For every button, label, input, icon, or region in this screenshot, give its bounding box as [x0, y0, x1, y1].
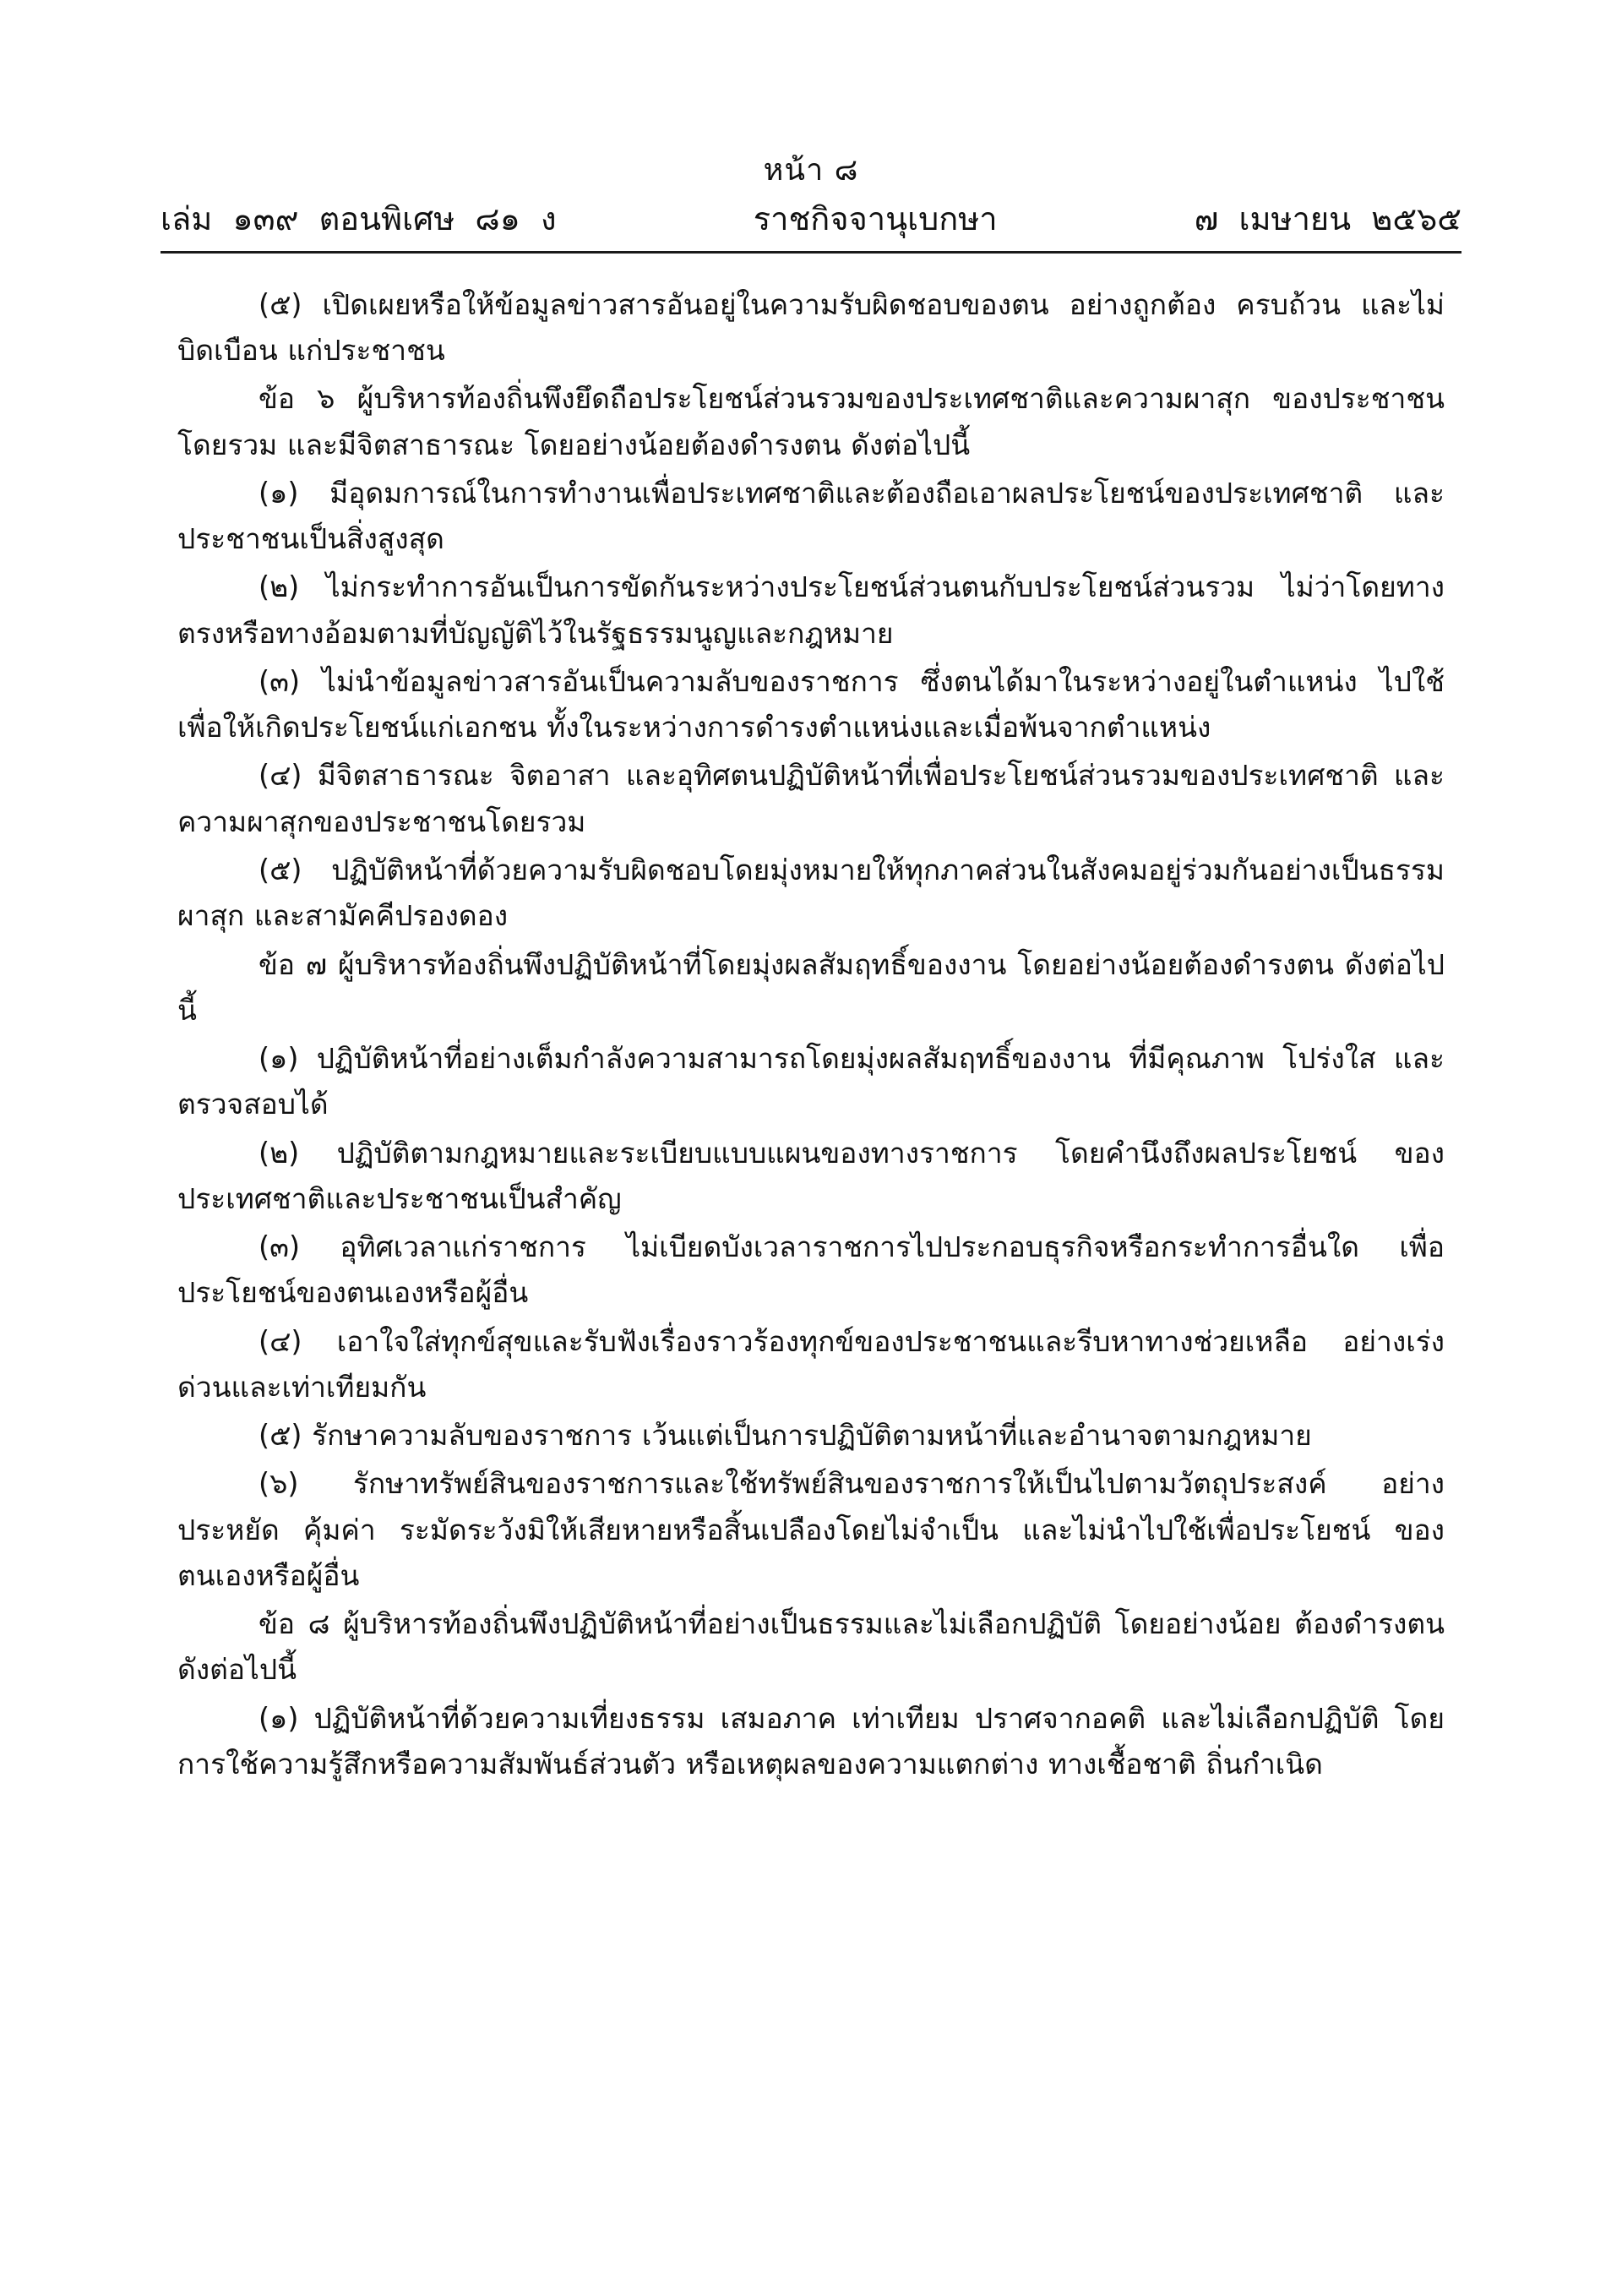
paragraph: (๕) รักษาความลับของราชการ เว้นแต่เป็นการปฏิบัติตามหน้าที่และอำนาจตามกฎหมาย: [259, 1419, 1312, 1453]
paragraph: (๑) ปฏิบัติหน้าที่อย่างเต็มกำลังความสามารถโดยมุ่งผลสัมฤทธิ์ของงาน ที่มีคุณภาพ โปร่งใส และตรวจสอบได้: [177, 1042, 1445, 1121]
publication-date: ๗ เมษายน ๒๕๖๕: [1194, 200, 1461, 238]
paragraph: (๕) เปิดเผยหรือให้ข้อมูลข่าวสารอันอยู่ในความรับผิดชอบของตน อย่างถูกต้อง ครบถ้วน และไม่บิดเบือน แก่ประชาชน: [177, 287, 1445, 368]
paragraph: ข้อ ๗ ผู้บริหารท้องถิ่นพึงปฏิบัติหน้าที่โดยมุ่งผลสัมฤทธิ์ของงาน โดยอย่างน้อยต้องดำรงตน ดังต่อไปนี้: [177, 947, 1445, 1027]
page-number-line: หน้า ๘: [763, 153, 859, 188]
paragraph: (๔) เอาใจใส่ทุกข์สุขและรับฟังเรื่องราวร้องทุกข์ของประชาชนและรีบหาทางช่วยเหลือ อย่างเร่งด่วนและเท่าเทียมกัน: [177, 1324, 1445, 1404]
paragraph: (๑) ปฏิบัติหน้าที่ด้วยความเที่ยงธรรม เสมอภาค เท่าเทียม ปราศจากอคติ และไม่เลือกปฏิบัติ โดยการใช้ความรู้สึกหรือความสัมพันธ์ส่วนตัว หรือเหตุผลของความแตกต่าง ทางเชื้อชาติ ถิ่นกำเนิด: [177, 1701, 1445, 1781]
paragraph: (๖) รักษาทรัพย์สินของราชการและใช้ทรัพย์สินของราชการให้เป็นไปตามวัตถุประสงค์ อย่างประหยัด คุ้มค่า ระมัดระวังมิให้เสียหายหรือสิ้นเปลืองโดยไม่จำเป็น และไม่นำไปใช้เพื่อประโยชน์ ของตนเองหรือผู้อื่น: [177, 1467, 1445, 1592]
paragraph: (๒) ปฏิบัติตามกฎหมายและระเบียบแบบแผนของทางราชการ โดยคำนึงถึงผลประโยชน์ ของประเทศชาติและประชาชนเป็นสำคัญ: [177, 1136, 1445, 1215]
paragraph: ข้อ ๘ ผู้บริหารท้องถิ่นพึงปฏิบัติหน้าที่อย่างเป็นธรรมและไม่เลือกปฏิบัติ โดยอย่างน้อย ต้องดำรงตน ดังต่อไปนี้: [177, 1607, 1445, 1687]
paragraph: (๒) ไม่กระทำการอันเป็นการขัดกันระหว่างประโยชน์ส่วนตนกับประโยชน์ส่วนรวม ไม่ว่าโดยทางตรงหรือทางอ้อมตามที่บัญญัติไว้ในรัฐธรรมนูญและกฎหมาย: [177, 570, 1445, 650]
paragraph: (๓) ไม่นำข้อมูลข่าวสารอันเป็นความลับของราชการ ซึ่งตนได้มาในระหว่างอยู่ในตำแหน่ง ไปใช้เพื่อให้เกิดประโยชน์แก่เอกชน ทั้งในระหว่างการดำรงตำแหน่งและเมื่อพ้นจากตำแหน่ง: [177, 664, 1445, 744]
document-body: [177, 254, 1445, 1788]
paragraph: ข้อ ๖ ผู้บริหารท้องถิ่นพึงยึดถือประโยชน์ส่วนรวมของประเทศชาติและความผาสุก ของประชาชนโดยรวม และมีจิตสาธารณะ โดยอย่างน้อยต้องดำรงตน ดังต่อไปนี้: [177, 382, 1445, 461]
paragraph: (๔) มีจิตสาธารณะ จิตอาสา และอุทิศตนปฏิบัติหน้าที่เพื่อประโยชน์ส่วนรวมของประเทศชาติ และความผาสุกของประชาชนโดยรวม: [177, 759, 1445, 838]
header-row: [161, 200, 1461, 239]
paragraph: (๓) อุทิศเวลาแก่ราชการ ไม่เบียดบังเวลาราชการไปประกอบธุรกิจหรือกระทำการอื่นใด เพื่อประโยชน์ของตนเองหรือผู้อื่น: [177, 1230, 1445, 1310]
paragraph: (๕) ปฏิบัติหน้าที่ด้วยความรับผิดชอบโดยมุ่งหมายให้ทุกภาคส่วนในสังคมอยู่ร่วมกันอย่างเป็นธรรม ผาสุก และสามัคคีปรองดอง: [177, 853, 1445, 933]
gazette-title: ราชกิจจานุเบกษา: [753, 200, 998, 238]
volume-issue-label: เล่ม ๑๓๙ ตอนพิเศษ ๘๑ ง: [161, 200, 557, 238]
paragraph: (๑) มีอุดมการณ์ในการทำงานเพื่อประเทศชาติและต้องถือเอาผลประโยชน์ของประเทศชาติ และประชาชนเป็นสิ่งสูงสุด: [177, 476, 1445, 556]
page-header: [161, 0, 1461, 239]
